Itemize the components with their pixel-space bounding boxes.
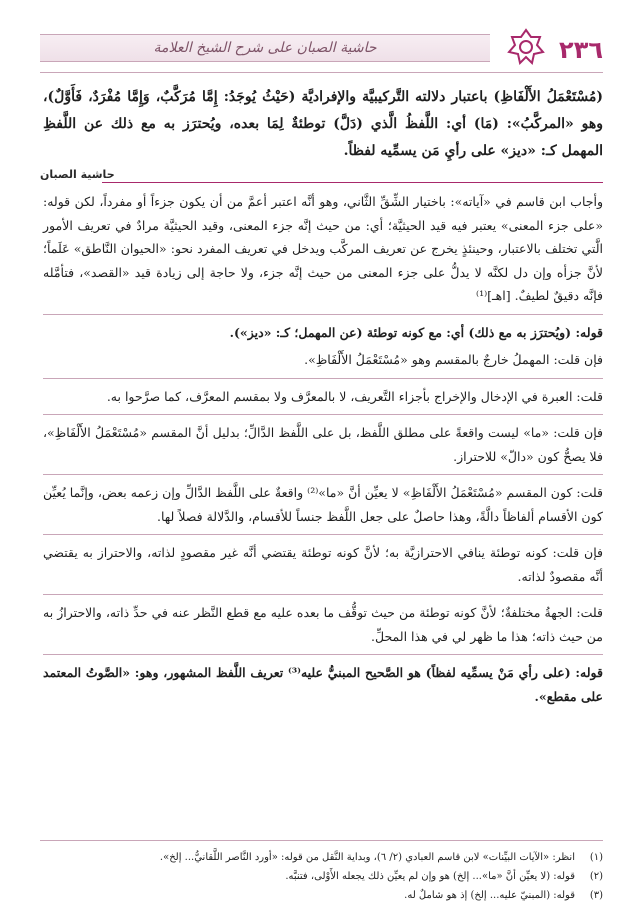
commentary-paragraph: فإن قلت: «ما» ليست واقعةً على مطلق اللَّفظ، بل على اللَّفظ الدَّالِّ؛ بدليل أنَّ المقسم «مُسْتَعْمَلُ الأَلْفَاظِ»، فلا يصحُّ كون «دالّ» للاحتراز. xyxy=(43,425,603,464)
running-title: حاشية الصبان على شرح الشيخ العلامة xyxy=(40,34,490,62)
commentary-paragraph: فإن قلت: المهملُ خارجٌ بالمقسم وهو «مُسْتَعْمَلُ الأَلْفَاظِ». xyxy=(304,352,603,367)
paragraph-divider xyxy=(43,314,603,315)
footnote-item xyxy=(43,867,603,886)
commentary-body xyxy=(43,190,603,708)
footnote-divider xyxy=(40,840,603,841)
footnote-number: (١) xyxy=(589,852,603,863)
ornament-star-icon xyxy=(507,28,545,66)
footnote-text: انظر: «الآيات البيِّنات» لابن قاسم العبادي (٢/ ٦)، وبداية النَّقل من قوله: «أورد النَّاصر اللَّقانيُّ... إلخ». xyxy=(159,852,575,863)
commentary-paragraph: قلت: كون المقسم «مُسْتَعْمَلُ الأَلْفَاظِ» لا يعيِّن أنَّ «ما»⁽²⁾ واقعةٌ على اللَّفظ الدَّالِّ وإن زعمه بعض، وإنَّما يُعيِّن كون الأقسام ألفاظاً دالَّةً، وهذا حاصلٌ على جعل اللَّفظ جنساً للأقسام، والدَّلالة فصلاً لها. xyxy=(43,485,604,524)
hashiya-section-label xyxy=(40,168,603,188)
paragraph-divider xyxy=(43,534,603,535)
footnote-number: (٣) xyxy=(589,890,603,901)
matn-text xyxy=(43,84,603,167)
footnote-text: قوله: (المبنيّ عليه... إلخ) إذ هو شاملٌ له. xyxy=(404,890,575,901)
hashiya-label: حاشية الصبان xyxy=(40,168,115,181)
footnote-item xyxy=(43,886,603,905)
commentary-paragraph: وأجاب ابن قاسم في «آياته»: باختيار الشِّقِّ الثَّاني، وهو أنَّه اعتبر أعمَّ من أن يكون جزءاً أو مفرداً، لكن قوله: «على جزء المعنى» يعتبر فيه قيد الحيثيَّة؛ أي: من حيث إنَّه جزء المعنى، وقيد الحيثيَّة مرادٌ في تعريف الأمور الَّتي تختلف بالاعتبار، وحينئذٍ يخرج عن تعريف المركَّب ويدخل في تعريف المفرد نحو: «الحيوان النَّاطق» عَلَماً؛ لأنَّ جزأه وإن دل لكنَّه لا يدلُّ على جزء المعنى من حيث إنَّه جزء، ولا حاجة إلى زيادة قيد «القصد»، فتأمَّله فإنَّه دقيقٌ لطيفٌ. [اهـ]⁽¹⁾ xyxy=(43,194,603,303)
commentary-paragraph: فإن قلت: كونه توطئة ينافي الاحترازيَّة به؛ لأنَّ كونه توطئة يقتضي أنَّه غير مقصودٍ لذاته، والاحتراز به يقتضي أنَّه مقصودٌ لذاته. xyxy=(43,545,603,584)
page-header xyxy=(40,28,603,68)
footnote-item xyxy=(43,848,603,867)
hashiya-divider xyxy=(102,182,603,183)
footnote-number: (٢) xyxy=(589,871,603,882)
matn-paragraph: (مُسْتَعْمَلُ الأَلْفَاظِ) باعتبار دلالته التَّركيبيَّة والإفراديَّة (حَيْثُ يُوجَدُ: إِمَّا مُرَكَّبٌ، وَإِمَّا مُفْرَدٌ، فَأَوَّلٌ)، وهو «المركَّبُ»: (مَا) أي: اللَّفظُ الَّذي (دَلَّ) توطئةٌ لِمَا بعده، ويُحترَز به مع ذلك عن اللَّفظِ المهمل كـ: «ديز» على رأيِ مَن يسمِّيه لفظاً. xyxy=(43,89,603,159)
commentary-paragraph: قلت: الجهةُ مختلفةٌ؛ لأنَّ كونه توطئة من حيث توقُّف ما بعده عليه مع قطع النَّظر عنه في حدِّ ذاته، والاحترازُ به من حيث ذاته؛ هذا ما ظهر لي في هذا المحلِّ. xyxy=(43,605,603,644)
paragraph-divider xyxy=(43,474,603,475)
footnotes xyxy=(43,848,603,905)
commentary-paragraph: قوله: (على رأي مَنْ يسمِّيه لفظاً) هو الصَّحيح المبنيُّ عليه⁽³⁾ تعريف اللَّفظ المشهور، وهو: «الصَّوتُ المعتمد على مقطع». xyxy=(43,665,603,704)
paragraph-divider xyxy=(43,654,603,655)
header-divider xyxy=(40,72,603,73)
footnote-text: قوله: (لا يعيِّن أنَّ «ما»... إلخ) هو وإن لم يعيِّن ذلك يجعله الأَوْلى، فتنبَّه. xyxy=(285,871,575,882)
page-number: ٢٣٦ xyxy=(559,36,603,64)
paragraph-divider xyxy=(43,414,603,415)
commentary-paragraph: قوله: (ويُحترَز به مع ذلك) أي: مع كونه توطئة (عن المهمل؛ كـ: «ديز»). xyxy=(229,324,603,340)
paragraph-divider xyxy=(43,594,603,595)
commentary-paragraph: قلت: العبرة في الإدخال والإخراج بأجزاء التَّعريف، لا بالمعرَّف ولا بمقسم المعرَّف، كما صرَّحوا به. xyxy=(106,388,603,404)
paragraph-divider xyxy=(43,378,603,379)
